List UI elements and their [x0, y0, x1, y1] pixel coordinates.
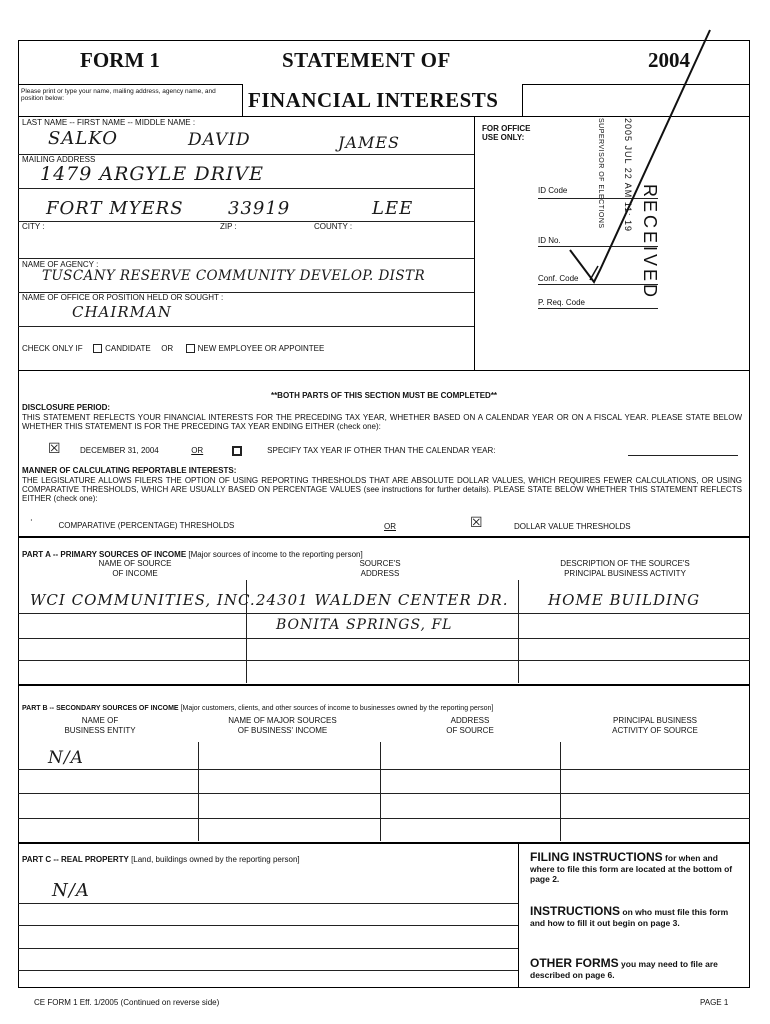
form-year: 2004: [648, 48, 690, 72]
part-a-row-line-1: [18, 613, 750, 614]
part-c-entry: N/A: [52, 880, 90, 901]
print-note: Please print or type your name, mailing address, agency name, and position below:: [21, 88, 216, 102]
id-code-label: ID Code: [538, 186, 568, 195]
part-a-row-line-2: [18, 638, 750, 639]
part-a-row1-name: WCI COMMUNITIES, INC.: [30, 591, 256, 609]
name-label: LAST NAME -- FIRST NAME -- MIDDLE NAME :: [22, 118, 196, 127]
part-c-subheading: [Land, buildings owned by the reporting person]: [131, 855, 300, 864]
part-b-bottom: [18, 842, 750, 844]
office-use-label-line2: USE ONLY:: [482, 133, 525, 142]
checkmark-scribble: [560, 20, 720, 320]
part-b-col-divider-3: [560, 742, 561, 841]
other-tax-year-line: [628, 455, 738, 456]
part-b-row-line-1: [18, 769, 750, 770]
part-a-col1-header: NAME OF SOURCE OF INCOME: [98, 559, 172, 578]
check-label: CHECK ONLY IF: [22, 344, 83, 353]
county-value: LEE: [372, 198, 414, 219]
option-or-label: OR: [191, 446, 204, 455]
part-b-subheading: [Major customers, clients, and other sources of income to businesses owned by the reporting person]: [180, 705, 494, 712]
part-b-col4-header: PRINCIPAL BUSINESS ACTIVITY OF SOURCE: [612, 716, 698, 735]
office-value: CHAIRMAN: [72, 303, 172, 321]
threshold-or: OR: [384, 522, 396, 531]
dec-checkmark[interactable]: ☒: [48, 441, 62, 457]
part-c-heading-row: [22, 855, 300, 864]
stamp-received: RECEIVED: [640, 184, 660, 301]
other-text: you may need to file are described on page 6.: [530, 959, 718, 980]
part-c-heading: PART C -- REAL PROPERTY: [22, 855, 129, 864]
part-a-row1-address: 24301 WALDEN CENTER DR.: [256, 591, 509, 609]
footer-left: CE FORM 1 Eff. 1/2005 (Continued on reverse side): [34, 998, 220, 1007]
part-a-row1-activity: HOME BUILDING: [548, 591, 701, 609]
check-or-label: OR: [161, 344, 174, 353]
other-title: OTHER FORMS: [530, 956, 619, 970]
part-c-row-line-2: [18, 925, 518, 926]
part-c-row-line-1: [18, 903, 518, 904]
city-label: CITY :: [22, 222, 45, 231]
filing-title: FILING INSTRUCTIONS: [530, 850, 663, 864]
dollar-label: DOLLAR VALUE THRESHOLDS: [514, 522, 631, 531]
instr-title: INSTRUCTIONS: [530, 904, 620, 918]
part-c-sidebar-divider: [518, 842, 519, 988]
office-use-label: [482, 124, 530, 142]
filing-instructions: [530, 852, 740, 885]
new-employee-checkbox[interactable]: [186, 344, 195, 353]
check-row: [22, 344, 324, 353]
part-a-heading-row: [22, 550, 363, 559]
zip-label: ZIP :: [220, 222, 237, 231]
part-b-col3-header: ADDRESS OF SOURCE: [446, 716, 494, 735]
new-employee-label: NEW EMPLOYEE OR APPOINTEE: [197, 344, 325, 353]
instr-text: on who must file this form and how to fill it out begin on page 3.: [530, 907, 729, 928]
part-b-col-divider-2: [380, 742, 381, 841]
dollar-checkmark[interactable]: ☒: [470, 515, 484, 531]
period-heading: DISCLOSURE PERIOD:: [22, 403, 111, 412]
agency-value: TUSCANY RESERVE COMMUNITY DEVELOP. DISTR: [42, 268, 426, 284]
candidate-label: CANDIDATE: [105, 344, 151, 353]
disclosure-bottom: [18, 536, 750, 538]
rule-6: [18, 326, 474, 327]
rule-4: [18, 258, 474, 259]
title-line1: STATEMENT OF: [282, 48, 451, 72]
candidate-checkbox[interactable]: [93, 344, 102, 353]
middle-name: JAMES: [338, 133, 400, 152]
part-b-heading: PART B -- SECONDARY SOURCES OF INCOME: [22, 705, 179, 712]
part-a-subheading: [Major sources of income to the reporting person]: [188, 550, 363, 559]
county-label: COUNTY :: [314, 222, 353, 231]
part-a-col2-header: SOURCE'S ADDRESS: [359, 559, 401, 578]
part-c-row-line-3: [18, 948, 518, 949]
filing-text: for when and where to file this form are located at the bottom of page 2.: [530, 853, 733, 884]
part-a-row-line-3: [18, 660, 750, 661]
part-a-row2-address: BONITA SPRINGS, FL: [276, 617, 453, 633]
comparative-mark[interactable]: ˙: [30, 517, 34, 531]
part-a-col-divider-2: [518, 580, 519, 683]
other-tax-year-checkbox[interactable]: [232, 446, 242, 456]
office-use-label-line1: FOR OFFICE: [482, 124, 531, 133]
threshold-options: [30, 517, 235, 531]
part-b-heading-row: [22, 705, 493, 712]
part-b-entry: N/A: [48, 748, 84, 768]
stamp-date: 2005 JUL 22 AM 11: 19: [623, 118, 633, 233]
manner-heading: MANNER OF CALCULATING REPORTABLE INTERESTS:: [22, 466, 237, 475]
part-b-col1-header: NAME OF BUSINESS ENTITY: [64, 716, 136, 735]
rule-2: [18, 188, 474, 189]
part-c-row-line-4: [18, 970, 518, 971]
manner-text: THE LEGISLATURE ALLOWS FILERS THE OPTION OF USING REPORTING THRESHOLDS THAT ARE ABSOLUTE DOLLAR VALUES, WHICH REQUIRES FEWER CALCULATIONS, OR USING COMPARATIVE THRESHOLDS, WHICH ARE USUALLY BASED ON PERCENTAGE VALUES (see instructions for further details). PLEASE STATE BELOW WHETHER THIS STATEMENT REFLECTS EITHER (check one):: [22, 476, 742, 503]
part-a-col3-header: DESCRIPTION OF THE SOURCE'S PRINCIPAL BUSINESS ACTIVITY: [560, 559, 690, 578]
part-b-col2-header: NAME OF MAJOR SOURCES OF BUSINESS' INCOME: [228, 716, 337, 735]
office-use-divider: [474, 116, 475, 370]
mailing-label: MAILING ADDRESS: [22, 155, 96, 164]
first-name: DAVID: [188, 130, 251, 150]
part-b-row-line-2: [18, 793, 750, 794]
title-box-left: [242, 84, 243, 117]
address-line1: 1479 ARGYLE DRIVE: [40, 163, 264, 185]
last-name: SALKO: [48, 128, 119, 149]
id-no-label: ID No.: [538, 236, 561, 245]
footer-right: PAGE 1: [700, 998, 729, 1007]
stamp-office: SUPERVISOR OF ELECTIONS: [597, 118, 604, 229]
city-value: FORT MYERS: [46, 198, 184, 219]
title-line2: FINANCIAL INTERESTS: [248, 88, 499, 112]
rule-3: [18, 221, 474, 222]
agency-label: NAME OF AGENCY :: [22, 260, 99, 269]
p-req-code-label: P. Req. Code: [538, 298, 585, 307]
must-complete: **BOTH PARTS OF THIS SECTION MUST BE COMPLETED**: [270, 391, 498, 400]
part-b-col-divider-1: [198, 742, 199, 841]
office-label: NAME OF OFFICE OR POSITION HELD OR SOUGHT :: [22, 293, 224, 302]
form-number: FORM 1: [80, 48, 160, 72]
part-a-heading: PART A -- PRIMARY SOURCES OF INCOME: [22, 550, 187, 559]
conf-code-label: Conf. Code: [538, 274, 579, 283]
option-other-label: SPECIFY TAX YEAR IF OTHER THAN THE CALENDAR YEAR:: [267, 446, 496, 455]
identity-bottom: [18, 370, 750, 371]
part-b-row-line-3: [18, 818, 750, 819]
header-divider: [18, 84, 242, 85]
title-box-right: [522, 84, 523, 117]
part-a-bottom: [18, 684, 750, 686]
comparative-label: COMPARATIVE (PERCENTAGE) THRESHOLDS: [58, 521, 235, 530]
zip-value: 33919: [228, 198, 291, 219]
other-forms-note: [530, 958, 740, 980]
option-dec-label: DECEMBER 31, 2004: [80, 446, 159, 455]
instructions-note: [530, 906, 740, 928]
period-text: THIS STATEMENT REFLECTS YOUR FINANCIAL INTERESTS FOR THE PRECEDING TAX YEAR, WHETHER BASED ON A CALENDAR YEAR OR ON A FISCAL YEAR. PLEASE STATE BELOW WHETHER THIS STATEMENT IS FOR THE PRECEDING TAX YEAR ENDING EITHER (check one):: [22, 413, 742, 431]
